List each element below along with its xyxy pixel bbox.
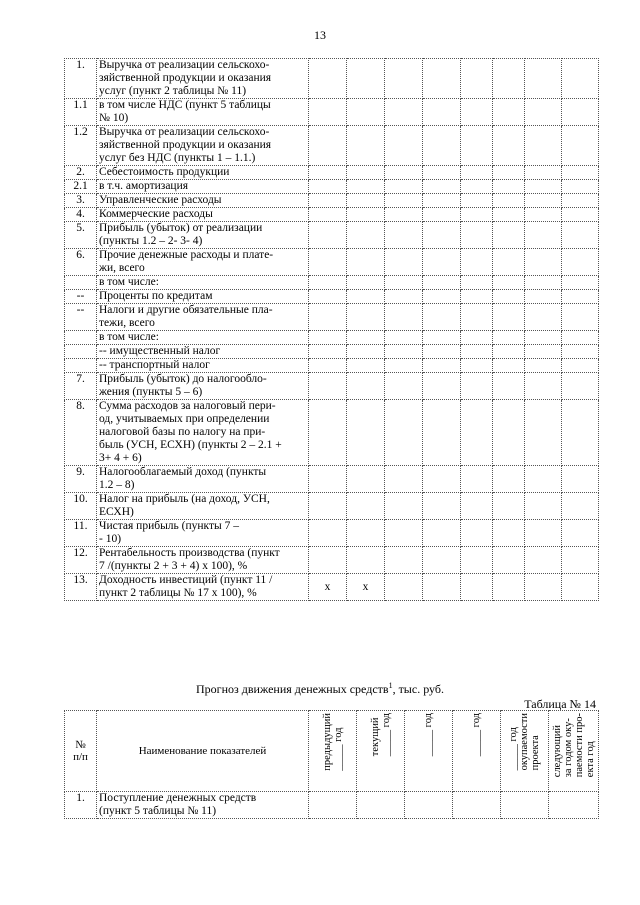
value-cell xyxy=(385,276,423,290)
value-cell xyxy=(461,222,493,249)
table-row xyxy=(65,166,599,180)
value-cell xyxy=(347,166,385,180)
value-cell xyxy=(461,166,493,180)
table-row xyxy=(65,359,599,373)
value-cell xyxy=(461,574,493,601)
value-cell xyxy=(493,520,525,547)
table-row xyxy=(65,249,599,276)
value-cell xyxy=(562,373,599,400)
value-cell xyxy=(525,359,562,373)
value-cell xyxy=(423,290,461,304)
value-cell xyxy=(347,547,385,574)
row-name: -- имущественный налог xyxy=(97,345,309,359)
value-cell xyxy=(562,574,599,601)
value-cell xyxy=(493,276,525,290)
value-cell xyxy=(525,574,562,601)
value-cell xyxy=(525,249,562,276)
value-cell xyxy=(493,166,525,180)
value-cell xyxy=(525,166,562,180)
value-cell xyxy=(309,222,347,249)
row-name: Управленческие расходы xyxy=(97,194,309,208)
value-cell xyxy=(309,180,347,194)
table-row xyxy=(65,194,599,208)
value-cell xyxy=(493,345,525,359)
value-cell xyxy=(461,493,493,520)
value-cell xyxy=(347,99,385,126)
row-name: Поступление денежных средств (пункт 5 таблицы № 11) xyxy=(97,792,309,819)
header-num: № п/п xyxy=(65,711,97,792)
value-cell xyxy=(385,290,423,304)
value-cell xyxy=(347,345,385,359)
row-name: Выручка от реализации сельскохо- зяйственной продукции и оказания услуг (пункт 2 таблицы № 11) xyxy=(97,59,309,99)
row-number: 9. xyxy=(65,466,97,493)
value-cell xyxy=(562,180,599,194)
value-cell xyxy=(347,208,385,222)
value-cell xyxy=(385,126,423,166)
value-cell xyxy=(493,222,525,249)
value-cell xyxy=(423,493,461,520)
value-cell xyxy=(347,249,385,276)
value-cell xyxy=(525,373,562,400)
value-cell xyxy=(423,276,461,290)
row-name: Себестоимость продукции xyxy=(97,166,309,180)
value-cell xyxy=(525,99,562,126)
value-cell xyxy=(423,59,461,99)
value-cell xyxy=(493,194,525,208)
value-cell xyxy=(423,166,461,180)
value-cell xyxy=(423,331,461,345)
cash-flow-forecast-title xyxy=(0,682,640,697)
value-cell xyxy=(493,99,525,126)
value-cell xyxy=(562,99,599,126)
value-cell xyxy=(357,792,405,819)
table-row xyxy=(65,493,599,520)
value-cell xyxy=(493,249,525,276)
value-cell xyxy=(385,547,423,574)
value-cell xyxy=(347,466,385,493)
value-cell xyxy=(562,359,599,373)
value-cell xyxy=(562,290,599,304)
value-cell xyxy=(347,493,385,520)
value-cell xyxy=(562,345,599,359)
value-cell xyxy=(347,194,385,208)
row-name: Чистая прибыль (пункты 7 – - 10) xyxy=(97,520,309,547)
value-cell xyxy=(525,345,562,359)
value-cell xyxy=(461,290,493,304)
row-number: 11. xyxy=(65,520,97,547)
row-number: 5. xyxy=(65,222,97,249)
value-cell xyxy=(562,547,599,574)
table-row xyxy=(65,208,599,222)
value-cell xyxy=(309,166,347,180)
value-cell xyxy=(549,792,599,819)
value-cell xyxy=(461,59,493,99)
year-header-label: _____ год окупаемости проекта xyxy=(508,713,541,771)
value-cell xyxy=(423,520,461,547)
section-title: Прогноз движения денежных средств xyxy=(196,682,389,696)
value-cell xyxy=(562,126,599,166)
value-cell xyxy=(562,249,599,276)
value-cell xyxy=(309,373,347,400)
value-cell xyxy=(525,493,562,520)
table-row xyxy=(65,331,599,345)
table-row xyxy=(65,99,599,126)
value-cell xyxy=(461,304,493,331)
row-number: 3. xyxy=(65,194,97,208)
page-number: 13 xyxy=(314,28,326,42)
value-cell xyxy=(309,249,347,276)
value-cell xyxy=(405,792,453,819)
value-cell xyxy=(309,99,347,126)
value-cell xyxy=(385,249,423,276)
value-cell xyxy=(423,208,461,222)
value-cell xyxy=(562,222,599,249)
header-name: Наименование показателей xyxy=(97,711,309,792)
table-row xyxy=(65,126,599,166)
row-number xyxy=(65,276,97,290)
value-cell xyxy=(347,276,385,290)
value-cell xyxy=(347,59,385,99)
value-cell xyxy=(385,331,423,345)
value-cell xyxy=(493,331,525,345)
value-cell xyxy=(562,520,599,547)
row-number: -- xyxy=(65,290,97,304)
value-cell: x xyxy=(347,574,385,601)
value-cell xyxy=(309,493,347,520)
value-cell xyxy=(347,400,385,466)
value-cell xyxy=(385,493,423,520)
row-number xyxy=(65,345,97,359)
value-cell xyxy=(525,400,562,466)
row-name: Налоги и другие обязательные пла- тежи, всего xyxy=(97,304,309,331)
table-row xyxy=(65,276,599,290)
value-cell xyxy=(423,466,461,493)
value-cell xyxy=(525,208,562,222)
value-cell xyxy=(562,466,599,493)
row-number: 4. xyxy=(65,208,97,222)
footnote-marker: 1 xyxy=(388,681,393,690)
value-cell xyxy=(423,222,461,249)
value-cell xyxy=(525,194,562,208)
row-number: 1.2 xyxy=(65,126,97,166)
row-number: 1. xyxy=(65,59,97,99)
value-cell xyxy=(525,126,562,166)
value-cell xyxy=(461,208,493,222)
value-cell xyxy=(309,345,347,359)
row-number: 12. xyxy=(65,547,97,574)
row-name: Рентабельность производства (пункт 7 /(пункты 2 + 3 + 4) х 100), % xyxy=(97,547,309,574)
year-header-5 xyxy=(501,711,549,792)
value-cell xyxy=(493,493,525,520)
table-row xyxy=(65,304,599,331)
value-cell xyxy=(525,466,562,493)
value-cell xyxy=(385,99,423,126)
row-name: Сумма расходов за налоговый пери- од, учитываемых при определении налоговой базы по налогу на при- быль (УСН, ЕСХН) (пункты 2 – 2.1 + 3+ 4 + 6) xyxy=(97,400,309,466)
value-cell: x xyxy=(309,574,347,601)
table-row xyxy=(65,290,599,304)
value-cell xyxy=(525,59,562,99)
value-cell xyxy=(461,466,493,493)
value-cell xyxy=(347,373,385,400)
value-cell xyxy=(385,194,423,208)
value-cell xyxy=(562,208,599,222)
value-cell xyxy=(525,222,562,249)
cash-flow-table xyxy=(64,710,599,819)
table-row xyxy=(65,547,599,574)
value-cell xyxy=(385,59,423,99)
table-label: Таблица № 14 xyxy=(524,697,596,711)
value-cell xyxy=(493,290,525,304)
value-cell xyxy=(423,99,461,126)
value-cell xyxy=(423,126,461,166)
value-cell xyxy=(385,574,423,601)
value-cell xyxy=(309,547,347,574)
row-name: Налог на прибыль (на доход, УСН, ЕСХН) xyxy=(97,493,309,520)
row-number: 10. xyxy=(65,493,97,520)
value-cell xyxy=(385,166,423,180)
row-number: 7. xyxy=(65,373,97,400)
value-cell xyxy=(493,574,525,601)
value-cell xyxy=(423,304,461,331)
value-cell xyxy=(309,208,347,222)
value-cell xyxy=(423,194,461,208)
value-cell xyxy=(309,304,347,331)
value-cell xyxy=(347,520,385,547)
row-name: в т.ч. амортизация xyxy=(97,180,309,194)
value-cell xyxy=(347,222,385,249)
cash-flow-header-row xyxy=(65,711,599,792)
year-header-label: предыдущий _____ год xyxy=(321,713,344,771)
value-cell xyxy=(562,59,599,99)
value-cell xyxy=(461,194,493,208)
row-number: 6. xyxy=(65,249,97,276)
value-cell xyxy=(493,466,525,493)
value-cell xyxy=(525,520,562,547)
value-cell xyxy=(423,345,461,359)
value-cell xyxy=(423,359,461,373)
table-row xyxy=(65,520,599,547)
value-cell xyxy=(525,547,562,574)
value-cell xyxy=(347,331,385,345)
value-cell xyxy=(347,290,385,304)
value-cell xyxy=(461,99,493,126)
row-name: Проценты по кредитам xyxy=(97,290,309,304)
value-cell xyxy=(525,180,562,194)
value-cell xyxy=(525,304,562,331)
section-title-unit: , тыс. руб. xyxy=(392,682,444,696)
year-header-label: следующий за годом оку- паемости про- екта год xyxy=(551,713,596,778)
value-cell xyxy=(385,520,423,547)
table-row xyxy=(65,400,599,466)
row-name: Доходность инвестиций (пункт 11 / пункт 2 таблицы № 17 х 100), % xyxy=(97,574,309,601)
value-cell xyxy=(309,126,347,166)
value-cell xyxy=(501,792,549,819)
value-cell xyxy=(385,345,423,359)
value-cell xyxy=(385,373,423,400)
value-cell xyxy=(493,208,525,222)
row-name: Прибыль (убыток) от реализации (пункты 1.2 – 2- 3- 4) xyxy=(97,222,309,249)
value-cell xyxy=(309,466,347,493)
row-number: 2. xyxy=(65,166,97,180)
value-cell xyxy=(493,359,525,373)
value-cell xyxy=(385,180,423,194)
value-cell xyxy=(385,359,423,373)
value-cell xyxy=(562,304,599,331)
value-cell xyxy=(309,59,347,99)
value-cell xyxy=(461,249,493,276)
table-row xyxy=(65,574,599,601)
value-cell xyxy=(385,304,423,331)
value-cell xyxy=(423,400,461,466)
value-cell xyxy=(309,276,347,290)
value-cell xyxy=(493,400,525,466)
row-name: -- транспортный налог xyxy=(97,359,309,373)
value-cell xyxy=(493,126,525,166)
row-number: 1.1 xyxy=(65,99,97,126)
year-header-label: _____ год xyxy=(471,713,482,757)
table-row xyxy=(65,792,599,819)
row-number: 1. xyxy=(65,792,97,819)
year-header-3 xyxy=(405,711,453,792)
value-cell xyxy=(525,331,562,345)
value-cell xyxy=(423,574,461,601)
year-header-label: текущий _____ год xyxy=(369,713,392,757)
value-cell xyxy=(453,792,501,819)
value-cell xyxy=(493,304,525,331)
row-number xyxy=(65,359,97,373)
value-cell xyxy=(385,466,423,493)
value-cell xyxy=(309,520,347,547)
value-cell xyxy=(461,276,493,290)
row-name: в том числе НДС (пункт 5 таблицы № 10) xyxy=(97,99,309,126)
value-cell xyxy=(347,304,385,331)
row-name: Выручка от реализации сельскохо- зяйственной продукции и оказания услуг без НДС (пункты 1 – 1.1.) xyxy=(97,126,309,166)
value-cell xyxy=(461,180,493,194)
value-cell xyxy=(461,373,493,400)
row-number: 13. xyxy=(65,574,97,601)
value-cell xyxy=(423,373,461,400)
value-cell xyxy=(423,547,461,574)
value-cell xyxy=(461,331,493,345)
value-cell xyxy=(423,180,461,194)
value-cell xyxy=(562,331,599,345)
value-cell xyxy=(461,520,493,547)
table-row xyxy=(65,345,599,359)
value-cell xyxy=(309,194,347,208)
table-row xyxy=(65,466,599,493)
value-cell xyxy=(493,180,525,194)
row-number: 8. xyxy=(65,400,97,466)
row-name: Коммерческие расходы xyxy=(97,208,309,222)
value-cell xyxy=(493,547,525,574)
value-cell xyxy=(385,400,423,466)
value-cell xyxy=(525,276,562,290)
row-number: 2.1 xyxy=(65,180,97,194)
table-row xyxy=(65,222,599,249)
value-cell xyxy=(493,59,525,99)
row-name: Прибыль (убыток) до налогообло- жения (пункты 5 – 6) xyxy=(97,373,309,400)
value-cell xyxy=(309,331,347,345)
table-row xyxy=(65,180,599,194)
value-cell xyxy=(309,359,347,373)
year-header-2 xyxy=(357,711,405,792)
table-row xyxy=(65,373,599,400)
value-cell xyxy=(309,400,347,466)
row-name: Прочие денежные расходы и плате- жи, всего xyxy=(97,249,309,276)
value-cell xyxy=(309,792,357,819)
value-cell xyxy=(309,290,347,304)
value-cell xyxy=(385,208,423,222)
value-cell xyxy=(347,180,385,194)
value-cell xyxy=(525,290,562,304)
value-cell xyxy=(347,359,385,373)
value-cell xyxy=(461,547,493,574)
row-number xyxy=(65,331,97,345)
value-cell xyxy=(562,276,599,290)
row-name: в том числе: xyxy=(97,331,309,345)
year-header-4 xyxy=(453,711,501,792)
row-name: в том числе: xyxy=(97,276,309,290)
value-cell xyxy=(423,249,461,276)
financial-results-table xyxy=(64,58,599,601)
year-header-6 xyxy=(549,711,599,792)
value-cell xyxy=(461,359,493,373)
row-number: -- xyxy=(65,304,97,331)
table-row xyxy=(65,59,599,99)
value-cell xyxy=(562,194,599,208)
value-cell xyxy=(385,222,423,249)
value-cell xyxy=(562,166,599,180)
value-cell xyxy=(461,126,493,166)
year-header-1 xyxy=(309,711,357,792)
value-cell xyxy=(347,126,385,166)
row-name: Налогооблагаемый доход (пункты 1.2 – 8) xyxy=(97,466,309,493)
value-cell xyxy=(562,493,599,520)
value-cell xyxy=(493,373,525,400)
year-header-label: _____ год xyxy=(423,713,434,757)
value-cell xyxy=(562,400,599,466)
value-cell xyxy=(461,345,493,359)
value-cell xyxy=(461,400,493,466)
